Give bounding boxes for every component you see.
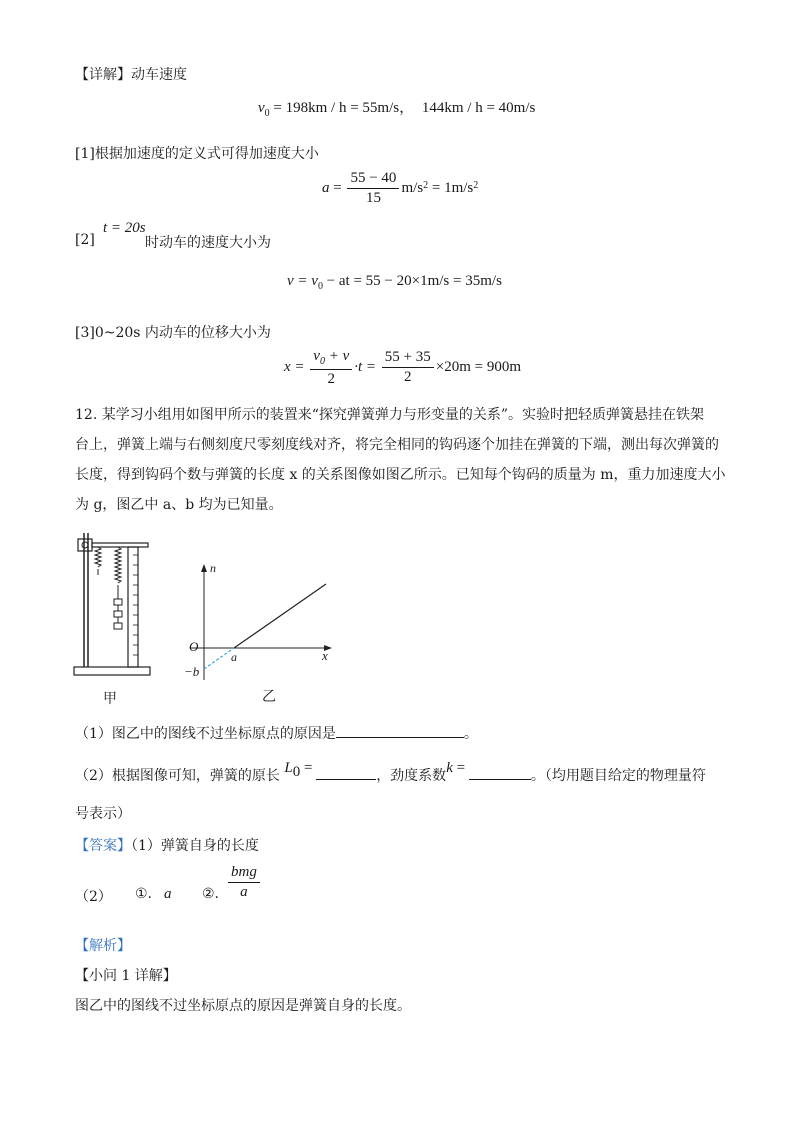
step3-text: [3]0~20s 内动车的位移大小为 xyxy=(75,325,271,341)
accel-fraction xyxy=(347,170,399,208)
answer-blank-k[interactable] xyxy=(469,765,531,780)
equation-acceleration xyxy=(322,170,478,208)
origin-label: O xyxy=(189,639,199,654)
sub-q2-text-b: ，劲度系数 xyxy=(376,768,447,784)
analysis-tag: 【解析】 xyxy=(75,938,131,954)
step2-text: 时动车的速度大小为 xyxy=(145,235,271,251)
point-a-label: a xyxy=(231,650,237,664)
figure-label-jia: 甲 xyxy=(103,691,117,707)
accel-result: = 1m/s xyxy=(428,180,474,197)
v-lhs: v = v xyxy=(287,273,318,289)
sub-q2-text-a: （2）根据图像可知，弹簧的原长 xyxy=(75,768,280,784)
answer-blank-1[interactable] xyxy=(336,723,464,738)
L0-equals: = xyxy=(300,760,317,776)
equation-displacement xyxy=(284,348,521,388)
sub-question-1 xyxy=(75,723,478,743)
k-equals: = xyxy=(452,760,469,776)
question-line-1: 12. 某学习小组用如图甲所示的装置来“探究弹簧弹力与形变量的关系”。实验时把轻质弹簧悬挂在铁架 xyxy=(75,407,705,423)
v0-num: v xyxy=(313,348,320,364)
unit-sup: 2 xyxy=(423,180,429,191)
k-symbol: k xyxy=(446,760,453,776)
v0-subscript: 0 xyxy=(264,108,270,119)
sub-question-2 xyxy=(75,760,706,789)
sub-q1-end: 。 xyxy=(463,726,478,742)
accel-unit: m/s xyxy=(401,180,424,197)
graph-figure xyxy=(180,560,340,690)
answer-part1: （1）弹簧自身的长度 xyxy=(131,838,259,854)
answer-opt1-value: a xyxy=(164,886,172,902)
equals: = xyxy=(329,180,346,197)
answer-part2-label: （2） xyxy=(75,889,112,905)
disp-den-1: 2 xyxy=(327,370,335,387)
speed-part1: = 198km / h = 55m/s xyxy=(269,100,400,116)
accel-numerator: 55 − 40 xyxy=(347,170,399,189)
L0-symbol: L xyxy=(284,760,293,776)
question-line-3: 长度，得到钩码个数与弹簧的长度 x 的关系图像如图乙所示。已知每个钩码的质量为 m，重力加速度大小 xyxy=(75,467,726,483)
detail-header: 【详解】动车速度 xyxy=(75,67,187,83)
answer-tag: 【答案】 xyxy=(75,838,131,854)
answer-num: bmg xyxy=(228,864,260,883)
sub-question-2-line2: 号表示） xyxy=(75,806,131,822)
dot-t: ·t = xyxy=(354,359,380,376)
dashed-extension xyxy=(204,648,234,669)
answer-den: a xyxy=(240,884,248,901)
step2-time: t = 20s xyxy=(103,220,146,236)
axis-n-label: n xyxy=(210,561,216,575)
axis-x-label: x xyxy=(322,648,328,663)
x-lhs: x = xyxy=(284,359,309,376)
L0-sub: 0 xyxy=(292,763,301,780)
v0-num-sub: 0 xyxy=(319,356,325,367)
figure-label-yi: 乙 xyxy=(262,689,276,705)
plus-v: + v xyxy=(324,348,350,364)
v0-symbol: v xyxy=(258,100,265,116)
sub-q1-text: （1）图乙中的图线不过坐标原点的原因是 xyxy=(75,726,336,742)
a-symbol: a xyxy=(322,180,330,197)
sub-q2-text-c: 。（均用题目给定的物理量符 xyxy=(530,768,706,784)
disp-num-2: 55 + 35 xyxy=(382,349,434,368)
accel-denominator: 15 xyxy=(365,190,381,207)
v0-sub: 0 xyxy=(317,281,323,292)
answer-blank-length[interactable] xyxy=(316,765,376,780)
y-axis-arrow-icon xyxy=(201,564,207,572)
step2-label: [2] xyxy=(75,232,95,248)
step1-text: [1]根据加速度的定义式可得加速度大小 xyxy=(75,146,319,162)
disp-num-1 xyxy=(310,348,352,370)
point-neg-b-label: −b xyxy=(184,664,200,679)
bmg-over-a xyxy=(228,864,260,902)
velocity-rest: − at = 55 − 20×1m/s = 35m/s xyxy=(322,273,502,289)
sub1-header: 【小问 1 详解】 xyxy=(75,968,177,984)
speed-part2: 144km / h = 40m/s xyxy=(421,100,536,116)
data-line xyxy=(234,584,326,648)
disp-den-2: 2 xyxy=(404,369,412,386)
answer-opt2-fraction xyxy=(226,864,262,902)
disp-result: ×20m = 900m xyxy=(435,359,522,376)
disp-fraction-2 xyxy=(382,349,434,387)
answer-opt1-label: ①. xyxy=(135,886,153,902)
separator: ， xyxy=(399,100,415,116)
equation-speed xyxy=(258,96,535,119)
question-line-4: 为 g，图乙中 a、b 均为已知量。 xyxy=(75,497,283,513)
question-line-2: 台上，弹簧上端与右侧刻度尺零刻度线对齐，将完全相同的钩码逐个加挂在弹簧的下端，测出每次弹簧的 xyxy=(75,437,719,453)
apparatus-figure xyxy=(70,525,155,685)
answer-line-1 xyxy=(75,835,259,855)
result-sup: 2 xyxy=(473,180,479,191)
answer-opt2-label: ②. xyxy=(202,886,220,902)
disp-fraction-1 xyxy=(310,348,352,388)
equation-velocity xyxy=(287,273,502,292)
sub1-text: 图乙中的图线不过坐标原点的原因是弹簧自身的长度。 xyxy=(75,998,411,1014)
